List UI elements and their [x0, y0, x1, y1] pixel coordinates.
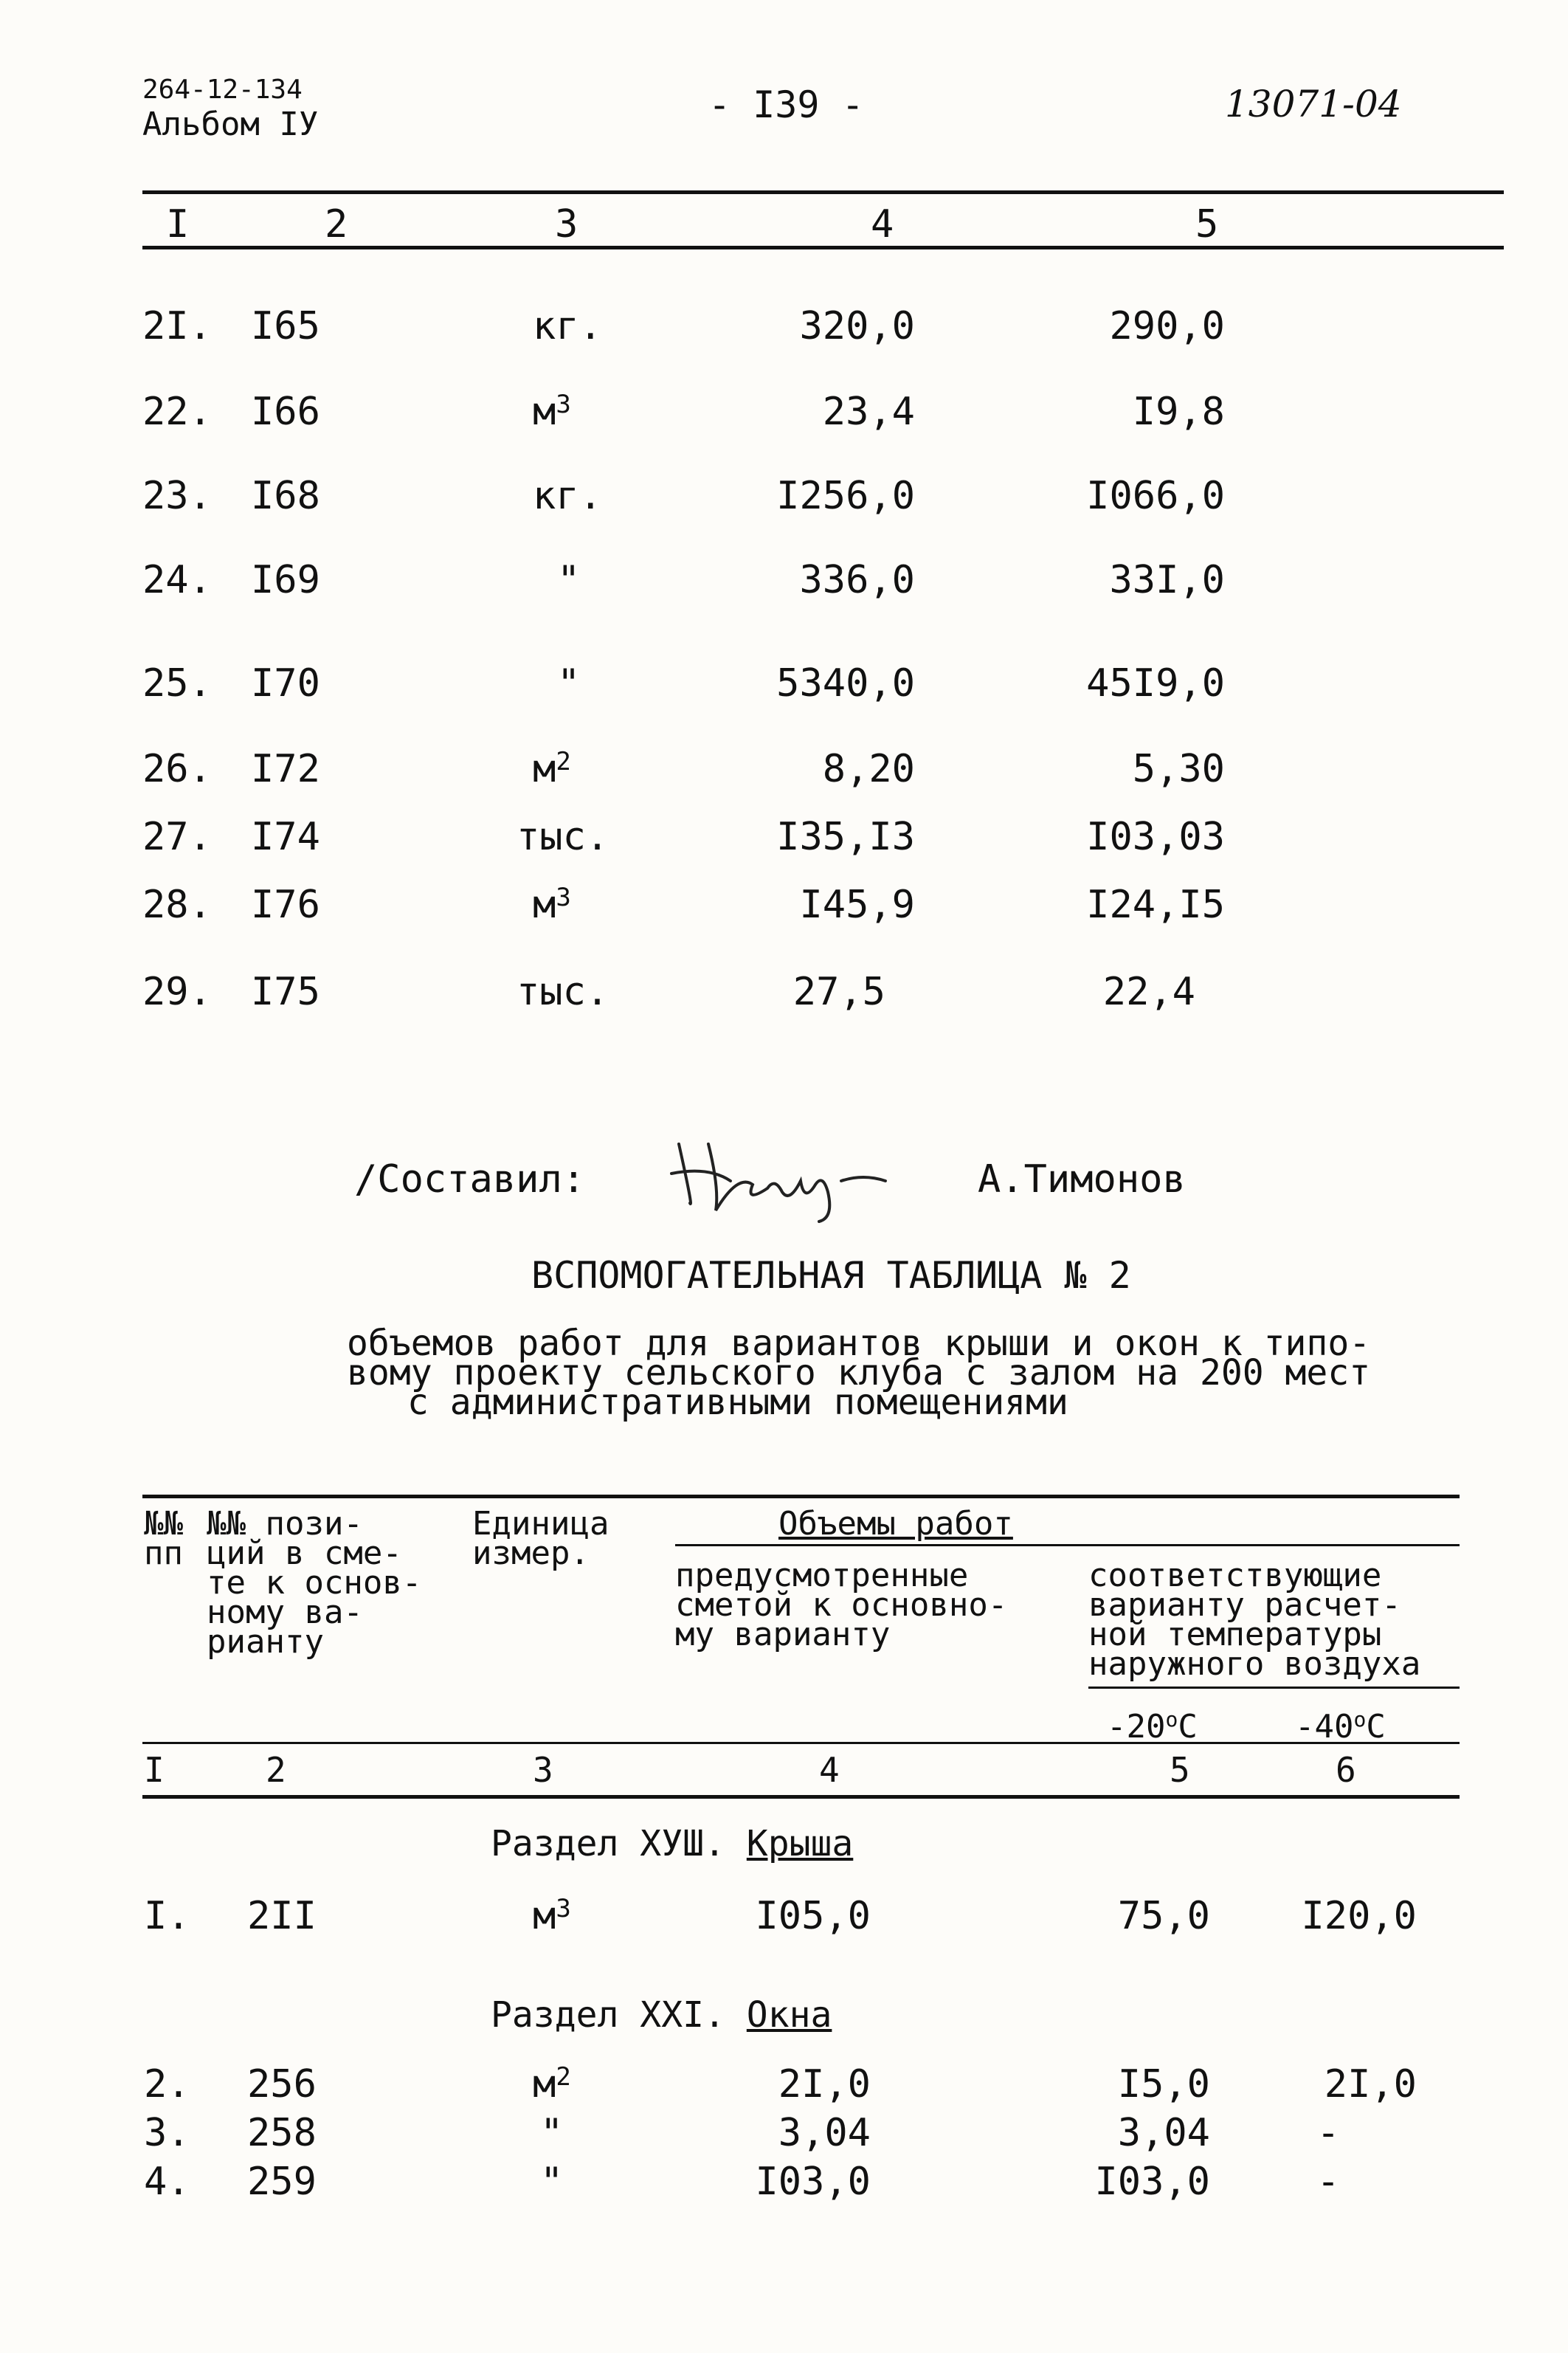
- row-position: 259: [247, 2160, 317, 2204]
- row-number: 29.: [142, 970, 212, 1014]
- row-value-6: 2I,0: [1324, 2062, 1417, 2106]
- aux-subtitle-line-3: с административными помещениями: [407, 1382, 1068, 1423]
- aux-head-pos-4: ному ва-: [207, 1594, 363, 1631]
- aux-col-4: 4: [819, 1750, 840, 1790]
- row-number: 2.: [144, 2062, 190, 2106]
- row-position: 256: [247, 2062, 317, 2106]
- aux-col-2: 2: [266, 1750, 286, 1790]
- row-value-5: I24,I5: [1086, 883, 1225, 927]
- row-value-4: I256,0: [776, 474, 915, 518]
- row-unit: $м^3$: [533, 883, 571, 927]
- aux-col-1: I: [144, 1750, 165, 1790]
- row-position: 2II: [247, 1894, 317, 1938]
- section-heading-roof: Раздел ХУШ. Крыша: [491, 1823, 854, 1864]
- row-unit: кг.: [533, 304, 602, 348]
- row-position: I70: [251, 661, 320, 706]
- row-value-5: I9,8: [1132, 390, 1225, 434]
- table1-col-4: 4: [871, 202, 894, 247]
- row-value-5: 290,0: [1109, 304, 1225, 348]
- row-value-4: 336,0: [799, 558, 915, 602]
- row-unit: кг.: [533, 474, 602, 518]
- row-position: I75: [251, 970, 320, 1014]
- row-value-5: 3,04: [1117, 2111, 1210, 2155]
- section-heading-windows: Раздел XXI. Окна: [491, 1994, 832, 2036]
- aux-head-matching-2: варианту расчет-: [1088, 1586, 1401, 1624]
- row-number: 24.: [142, 558, 212, 602]
- table1-header-rule: [142, 246, 1504, 249]
- row-number: 23.: [142, 474, 212, 518]
- row-number: 2I.: [142, 304, 212, 348]
- row-unit: тыс.: [517, 815, 609, 859]
- aux-head-pos-5: рианту: [207, 1623, 324, 1661]
- row-value-5: I066,0: [1086, 474, 1225, 518]
- row-unit: ": [557, 558, 581, 602]
- table1-col-3: 3: [555, 202, 578, 247]
- table1-top-rule: [142, 190, 1504, 194]
- aux-col-6: 6: [1336, 1750, 1356, 1790]
- row-value-4: 320,0: [799, 304, 915, 348]
- aux-head-nn: №№: [144, 1505, 183, 1543]
- table1-col-2: 2: [325, 202, 348, 247]
- aux-head-unit-2: измер.: [472, 1534, 590, 1572]
- row-number: 26.: [142, 747, 212, 791]
- row-position: I72: [251, 747, 320, 791]
- row-value-5: I03,03: [1086, 815, 1225, 859]
- row-value-5: 45I9,0: [1086, 661, 1225, 706]
- table1-col-5: 5: [1195, 202, 1219, 247]
- album-label: Альбом IУ: [142, 106, 319, 143]
- aux-head-temp-40: -40$^o$C: [1295, 1707, 1386, 1746]
- aux-head-planned-2: сметой к основно-: [675, 1586, 1008, 1624]
- table1-col-1: I: [166, 202, 190, 247]
- document-code: 264-12-134: [142, 75, 303, 105]
- aux-col-3: 3: [533, 1750, 553, 1790]
- aux-col-5: 5: [1170, 1750, 1190, 1790]
- aux-columns-rule: [142, 1795, 1460, 1799]
- row-number: 25.: [142, 661, 212, 706]
- row-value-4: 8,20: [822, 747, 915, 791]
- row-number: 28.: [142, 883, 212, 927]
- aux-head-matching-1: соответствующие: [1088, 1557, 1382, 1594]
- aux-head-rule: [142, 1742, 1460, 1744]
- row-position: I68: [251, 474, 320, 518]
- aux-head-pp: пп: [144, 1534, 183, 1572]
- document-number: 13071-04: [1225, 83, 1402, 125]
- aux-temp-rule: [1088, 1687, 1460, 1689]
- row-value-4: I03,0: [755, 2160, 871, 2204]
- row-value-4: 23,4: [822, 390, 915, 434]
- aux-head-matching-3: ной температуры: [1088, 1616, 1382, 1653]
- aux-head-planned-3: му варианту: [675, 1616, 891, 1653]
- row-number: 27.: [142, 815, 212, 859]
- row-value-4: I35,I3: [776, 815, 915, 859]
- compiled-by-label: /Составил:: [354, 1157, 586, 1202]
- aux-volumes-rule: [675, 1544, 1460, 1546]
- row-value-4: 2I,0: [778, 2062, 871, 2106]
- page-number: - I39 -: [708, 83, 864, 126]
- row-unit: ": [540, 2111, 564, 2155]
- row-number: 3.: [144, 2111, 190, 2155]
- row-value-4: 5340,0: [776, 661, 915, 706]
- row-position: I76: [251, 883, 320, 927]
- row-value-5: 33I,0: [1109, 558, 1225, 602]
- aux-head-unit-1: Единица: [472, 1505, 609, 1543]
- row-unit: ": [557, 661, 581, 706]
- row-position: 258: [247, 2111, 317, 2155]
- row-number: 4.: [144, 2160, 190, 2204]
- row-value-4: 3,04: [778, 2111, 871, 2155]
- aux-head-volumes: Объемы работ: [778, 1505, 1013, 1543]
- row-number: 22.: [142, 390, 212, 434]
- row-value-4: 27,5: [792, 970, 885, 1014]
- row-unit: $м^2$: [533, 2062, 571, 2106]
- aux-head-matching-4: наружного воздуха: [1088, 1645, 1421, 1683]
- row-unit: $м^3$: [533, 1894, 571, 1938]
- row-position: I66: [251, 390, 320, 434]
- aux-table-title: ВСПОМОГАТЕЛЬНАЯ ТАБЛИЦА № 2: [531, 1254, 1131, 1297]
- aux-subtitle-line-1: объемов работ для вариантов крыши и окон к типо-: [347, 1323, 1371, 1364]
- aux-head-planned-1: предусмотренные: [675, 1557, 969, 1594]
- row-value-5: 5,30: [1132, 747, 1225, 791]
- compiler-name: А.Тимонов: [978, 1157, 1186, 1202]
- row-value-6: I20,0: [1301, 1894, 1417, 1938]
- row-number: I.: [144, 1894, 190, 1938]
- row-value-6: -: [1316, 2160, 1340, 2204]
- aux-head-pos-1: №№ пози-: [207, 1505, 363, 1543]
- aux-head-temp-20: -20$^o$C: [1107, 1707, 1198, 1746]
- aux-head-pos-2: ций в сме-: [207, 1534, 402, 1572]
- row-value-6: -: [1316, 2111, 1340, 2155]
- row-value-4: I45,9: [799, 883, 915, 927]
- row-value-5: 22,4: [1102, 970, 1195, 1014]
- aux-top-rule: [142, 1495, 1460, 1498]
- row-unit: $м^3$: [533, 390, 571, 434]
- row-unit: $м^2$: [533, 747, 571, 791]
- aux-subtitle-line-2: вому проекту сельского клуба с залом на 200 мест: [347, 1352, 1371, 1393]
- aux-head-pos-3: те к основ-: [207, 1564, 422, 1602]
- handwritten-signature-icon: [664, 1122, 908, 1225]
- row-position: I69: [251, 558, 320, 602]
- row-value-5: I5,0: [1117, 2062, 1210, 2106]
- row-position: I74: [251, 815, 320, 859]
- row-unit: тыс.: [517, 970, 609, 1014]
- row-position: I65: [251, 304, 320, 348]
- row-value-5: I03,0: [1094, 2160, 1210, 2204]
- row-value-5: 75,0: [1117, 1894, 1210, 1938]
- row-value-4: I05,0: [755, 1894, 871, 1938]
- row-unit: ": [540, 2160, 564, 2204]
